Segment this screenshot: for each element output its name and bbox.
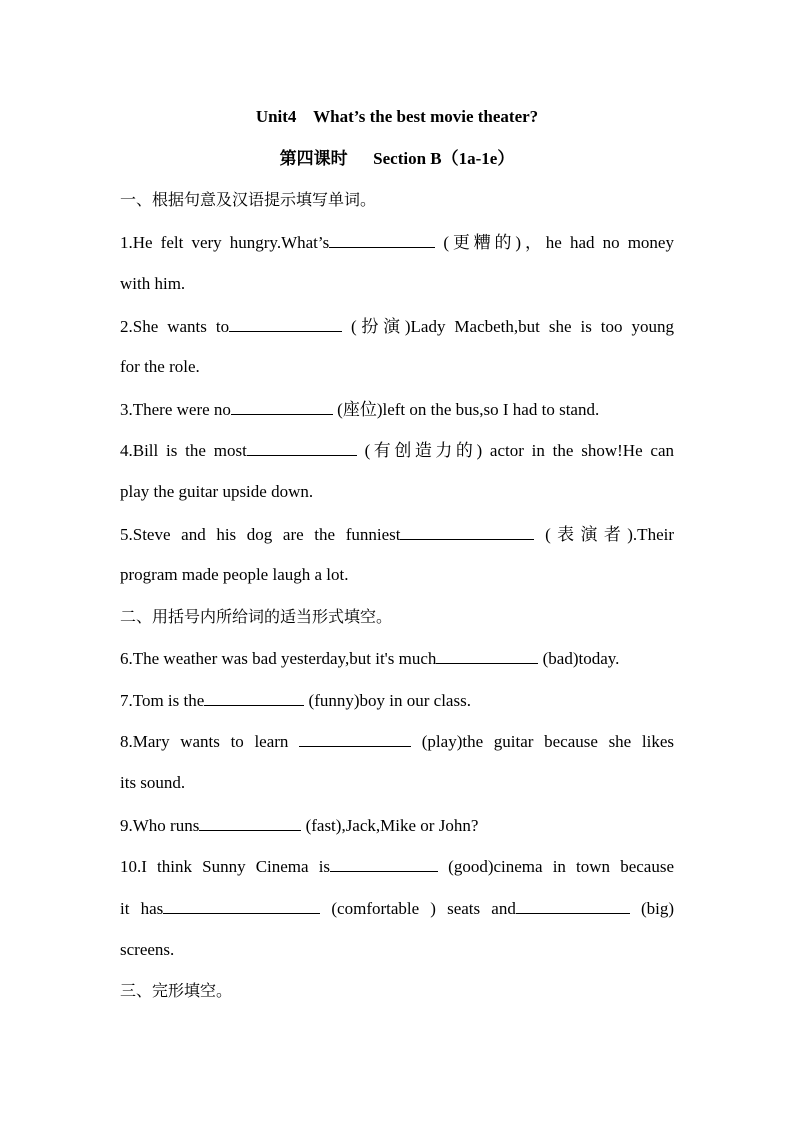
answer-blank-6[interactable] [436,647,538,664]
question-5-text-b: (表演者).Their [534,525,674,544]
question-8-text-a: 8.Mary wants to learn [120,732,300,751]
section-3-heading: 三、完形填空。 [120,981,233,1000]
question-4-text-b: (有创造力的) actor in the show!He can [356,441,674,460]
question-3-text-b: (座位)left on the bus,so I had to stand. [332,400,600,419]
question-10-text-e: (big) [629,899,675,918]
question-6-text-a: 6.The weather was bad yesterday,but it's much [120,649,437,668]
question-8-text-b: (play)the guitar because she likes [411,732,674,751]
question-7-text-b: (funny)boy in our class. [304,691,471,710]
question-3-text-a: 3.There were no [120,400,231,419]
question-10-line-2 [120,897,674,920]
question-3 [120,398,674,421]
answer-blank-8[interactable] [299,730,411,747]
section-1-heading: 一、根据句意及汉语提示填写单词。 [120,190,377,209]
question-2-text-b: (扮演)Lady Macbeth,but she is too young [342,317,674,336]
answer-blank-4[interactable] [247,439,357,456]
answer-blank-5[interactable] [400,523,534,540]
question-9 [120,814,674,837]
question-2-text-a: 2.She wants to [120,317,230,336]
question-8-continued: its sound. [120,773,186,792]
answer-blank-10a[interactable] [330,855,438,872]
answer-blank-3[interactable] [231,398,333,415]
question-1-text-a: 1.He felt very hungry.What’s [120,233,330,252]
section-2-heading: 二、用括号内所给词的适当形式填空。 [120,607,393,626]
question-10 [120,855,674,878]
question-10-text-d: (comfortable ) seats and [320,899,516,918]
answer-blank-7[interactable] [204,689,304,706]
question-10-text-c: it has [120,899,164,918]
answer-blank-9[interactable] [199,814,301,831]
page-title: Unit4 What’s the best movie theater? [255,107,539,126]
question-1 [120,231,674,254]
question-5-continued: program made people laugh a lot. [120,565,349,584]
answer-blank-2[interactable] [229,315,342,332]
question-7-text-a: 7.Tom is the [120,691,205,710]
question-6 [120,647,674,670]
question-8 [120,730,674,753]
question-4-text-a: 4.Bill is the most [120,441,247,460]
question-6-text-b: (bad)today. [538,649,620,668]
question-2 [120,315,674,338]
answer-blank-1[interactable] [329,231,435,248]
question-1-text-b: (更糟的)，he had no money [435,233,674,252]
question-10-text-a: 10.I think Sunny Cinema is [120,857,331,876]
question-9-text-a: 9.Who runs [120,816,200,835]
question-4-continued: play the guitar upside down. [120,482,314,501]
question-5 [120,523,674,546]
question-7 [120,689,674,712]
question-10-text-b: (good)cinema in town because [438,857,674,876]
question-4 [120,439,674,462]
answer-blank-10b[interactable] [163,897,320,914]
answer-blank-10c[interactable] [516,897,630,914]
question-1-continued: with him. [120,274,186,293]
question-9-text-b: (fast),Jack,Mike or John? [301,816,479,835]
page-subtitle: 第四课时 Section B（1a-1e） [279,149,515,168]
question-10-continued: screens. [120,940,175,959]
question-5-text-a: 5.Steve and his dog are the funniest [120,525,401,544]
question-2-continued: for the role. [120,357,200,376]
